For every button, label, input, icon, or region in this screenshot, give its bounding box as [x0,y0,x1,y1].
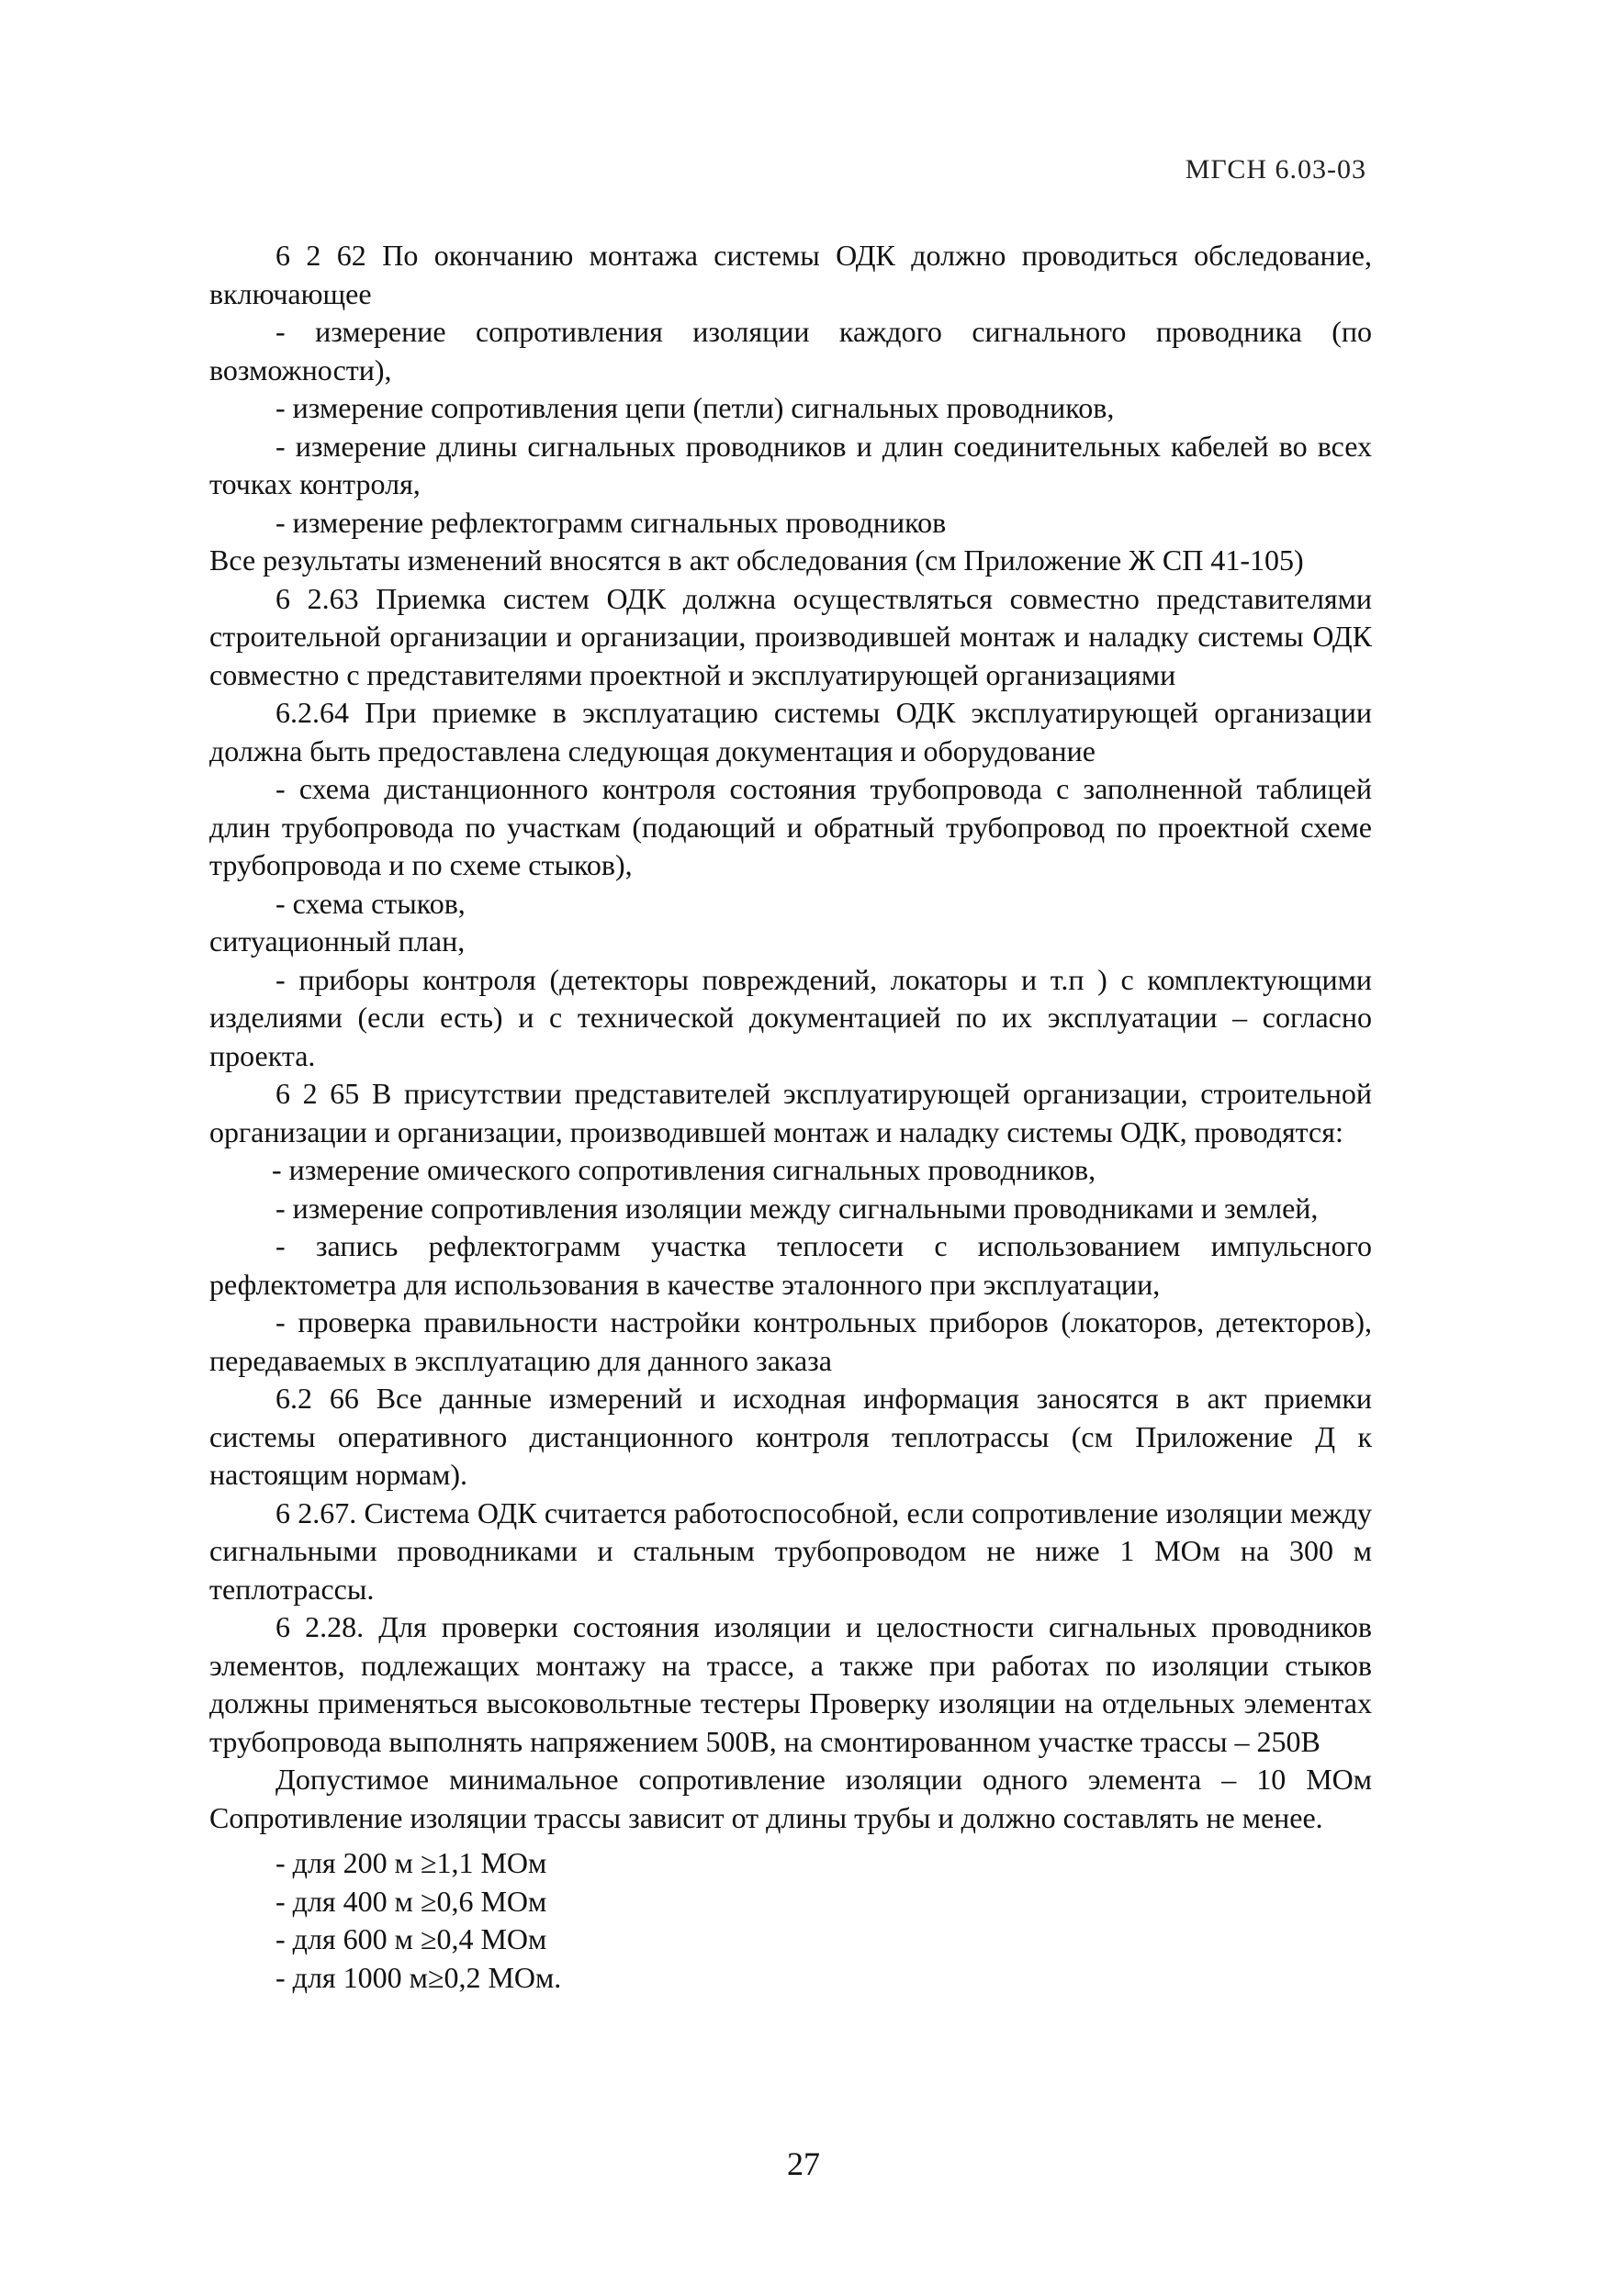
limit-200m: - для 200 м ≥1,1 МОм [275,1846,547,1879]
list-item-loop-resistance: - измерение сопротивления цепи (петли) сигнальных проводников, [275,391,1115,424]
list-item-insulation-resistance: - измерение сопротивления изоляции каждого сигнального проводника (по возможности), [209,315,1372,386]
paragraph-results: Все результаты изменений вносятся в акт обследования (см Приложение Ж СП 41-105) [209,543,1304,577]
paragraph-6-2-62: 6 2 62 По окончанию монтажа системы ОДК должно проводиться обследование, включающее [209,239,1372,310]
list-item-device-check: - проверка правильности настройки контрольных приборов (локаторов, детекторов), передаваемых в эксплуатацию для данного заказа [209,1305,1372,1377]
list-item-control-devices: - приборы контроля (детекторы повреждений, локаторы и т.п ) с комплектующими изделиями (если есть) и с технической документацией по их эксплуатации – согласно проекта. [209,962,1372,1072]
document-body [209,237,1372,1997]
paragraph-6-2-64: 6.2.64 При приемке в эксплуатацию системы ОДК эксплуатирующей организации должна быть предоставлена следующая документация и оборудование [209,696,1372,767]
list-item-joint-scheme: - схема стыков, [275,886,466,920]
limit-600m: - для 600 м ≥0,4 МОм [275,1922,547,1955]
limit-1000m: - для 1000 м≥0,2 МОм. [275,1960,562,1994]
list-item-site-plan: ситуационный план, [209,924,466,958]
list-item-reflectograms: - измерение рефлектограмм сигнальных проводников [275,505,947,539]
paragraph-6-2-28: 6 2.28. Для проверки состояния изоляции и целостности сигнальных проводников элементов, подлежащих монтажу на трассе, а также при работах по изоляции стыков должны применяться высоковольтные тестеры Проверку изоляции на отдельных элементах трубопровода выполнять напряжением 500В, на смонтированном участке трассы – 250В [209,1610,1372,1758]
list-item-reflectogram-recording: - запись рефлектограмм участка теплосети с использованием импульсного рефлектометра для использования в качестве эталонного при эксплуатации, [209,1229,1372,1301]
resistance-limits-list [209,1844,1372,1997]
paragraph-6-2-65: 6 2 65 В присутствии представителей эксплуатирующей организации, строительной организации и организации, производившей монтаж и наладку системы ОДК, проводятся: [209,1077,1372,1148]
list-item-control-scheme: - схема дистанционного контроля состояния трубопровода с заполненной таблицей длин трубопровода по участкам (подающий и обратный трубопровод по проектной схеме трубопровода и по схеме стыков), [209,772,1372,881]
paragraph-min-resistance: Допустимое минимальное сопротивление изоляции одного элемента – 10 МОм Сопротивление изоляции трассы зависит от длины трубы и должно составлять не менее. [209,1763,1372,1834]
paragraph-6-2-63: 6 2.63 Приемка систем ОДК должна осуществляться совместно представителями строительной организации и организации, производившей монтаж и наладку системы ОДК совместно с представителями проектной и эксплуатирующей организациями [209,581,1372,691]
page-number: 27 [787,2145,820,2182]
list-item-ohmic-resistance: - измерение омического сопротивления сигнальных проводников, [272,1153,1096,1186]
document-code-header: МГСН 6.03-03 [1185,154,1366,185]
paragraph-6-2-67: 6 2.67. Система ОДК считается работоспособной, если сопротивление изоляции между сигнальными проводниками и стальным трубопроводом не ниже 1 МОм на 300 м теплотрассы. [209,1495,1372,1606]
limit-400m: - для 400 м ≥0,6 МОм [275,1884,547,1918]
list-item-conductor-length: - измерение длины сигнальных проводников и длин соединительных кабелей во всех точках контроля, [209,429,1372,500]
paragraph-6-2-66: 6.2 66 Все данные измерений и исходная информация заносятся в акт приемки системы оперативного дистанционного контроля теплотрассы (см Приложение Д к настоящим нормам). [209,1382,1372,1491]
list-item-ground-insulation: - измерение сопротивления изоляции между сигнальными проводниками и землей, [275,1191,1319,1225]
